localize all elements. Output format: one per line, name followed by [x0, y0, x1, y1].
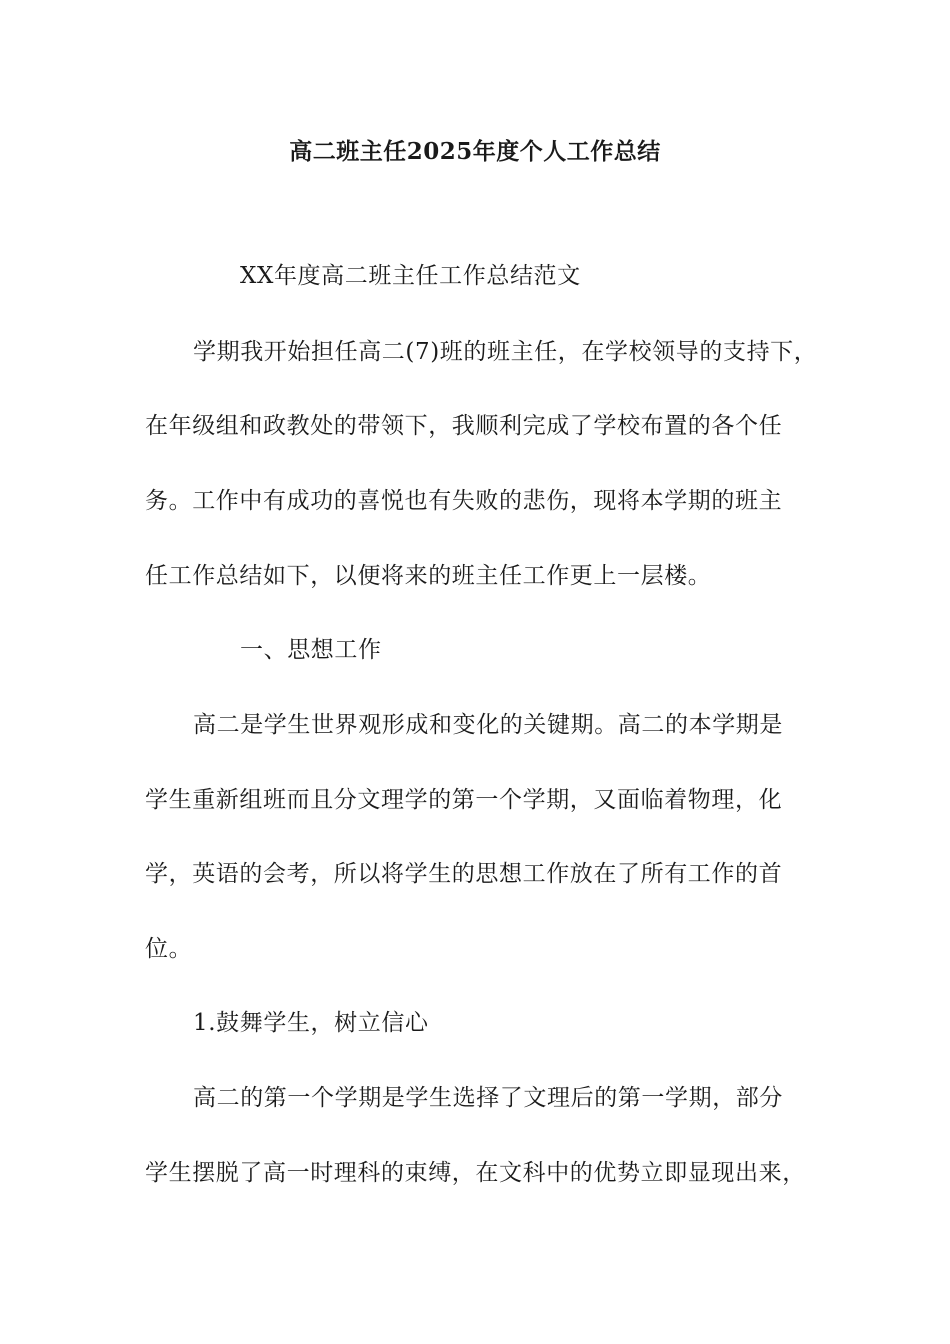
paragraph-line: 学生重新组班而且分文理学的第一个学期，又面临着物理，化: [145, 787, 783, 813]
paragraph-line: 学生摆脱了高一时理科的束缚，在文科中的优势立即显现出来，: [145, 1160, 806, 1186]
subtitle-line: XX年度高二班主任工作总结范文: [240, 263, 581, 289]
subsection-heading: 1.鼓舞学生，树立信心: [193, 1010, 429, 1036]
paragraph-line: 任工作总结如下，以便将来的班主任工作更上一层楼。: [145, 563, 712, 589]
paragraph-line: 在年级组和政教处的带领下，我顺利完成了学校布置的各个任: [145, 413, 783, 439]
paragraph-line: 位。: [145, 936, 193, 962]
paragraph-line: 学，英语的会考，所以将学生的思想工作放在了所有工作的首: [145, 861, 783, 887]
paragraph-line: 学期我开始担任高二(7)班的班主任，在学校领导的支持下，: [193, 339, 818, 365]
paragraph-line: 高二的第一个学期是学生选择了文理后的第一学期，部分: [193, 1085, 783, 1111]
section-heading: 一、思想工作: [240, 637, 382, 663]
paragraph-line: 高二是学生世界观形成和变化的关键期。高二的本学期是: [193, 712, 783, 738]
paragraph-line: 务。工作中有成功的喜悦也有失败的悲伤，现将本学期的班主: [145, 488, 783, 514]
document-title: 高二班主任2025年度个人工作总结: [289, 138, 661, 165]
